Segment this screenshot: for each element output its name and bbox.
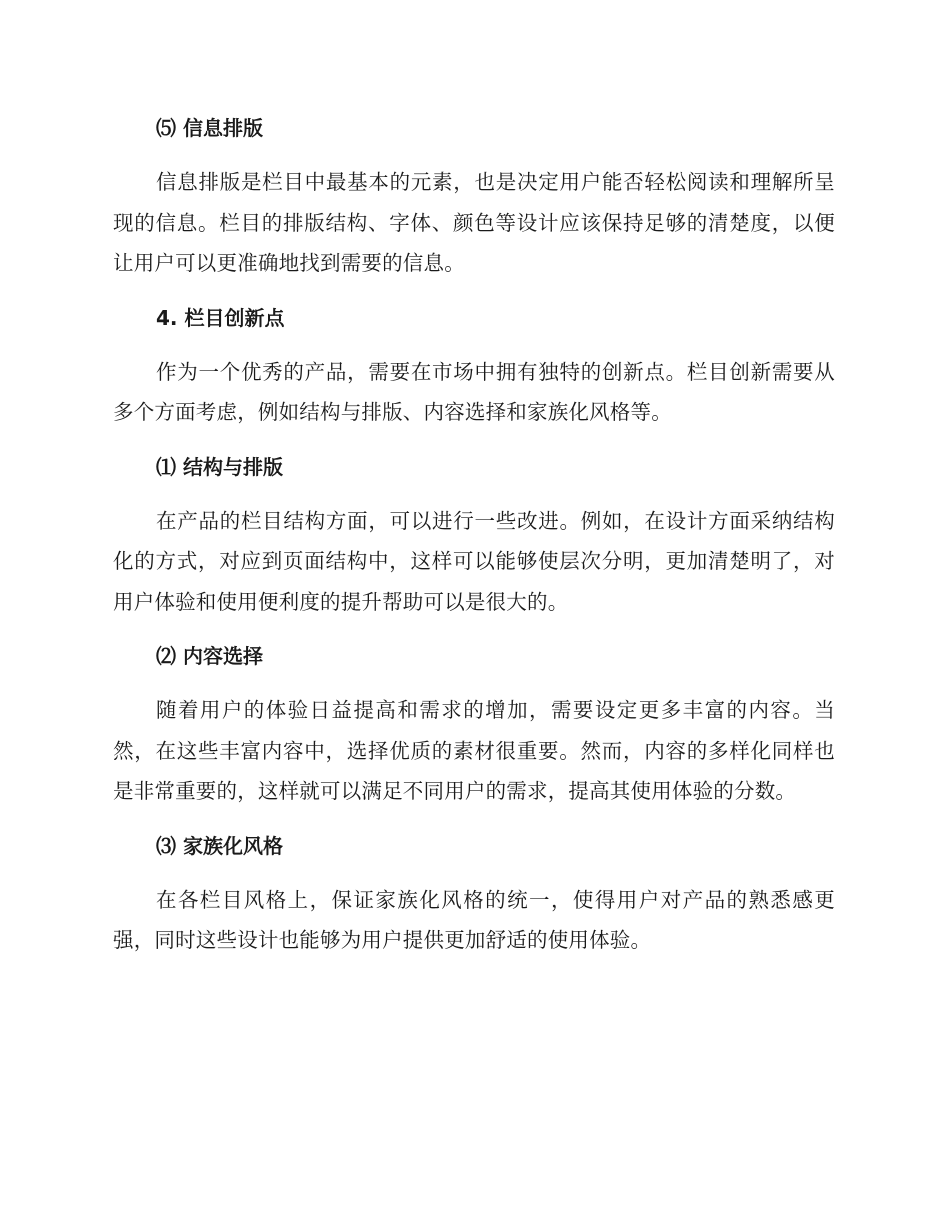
document-body	[113, 108, 835, 961]
section-heading-structure: ⑴ 结构与排版	[156, 454, 283, 479]
paragraph-innovation: 作为一个优秀的产品，需要在市场中拥有独特的创新点。栏目创新需要从多个方面考虑，例如结构与排版、内容选择和家族化风格等。	[113, 359, 835, 424]
paragraph-family-style: 在各栏目风格上，保证家族化风格的统一，使得用户对产品的熟悉感更强，同时这些设计也能够为用户提供更加舒适的使用体验。	[113, 887, 835, 952]
paragraph-content-selection: 随着用户的体验日益提高和需求的增加，需要设定更多丰富的内容。当然，在这些丰富内容中，选择优质的素材很重要。然而，内容的多样化同样也是非常重要的，这样就可以满足不同用户的需求，提高其使用体验的分数。	[113, 698, 835, 803]
section-heading-content-selection: ⑵ 内容选择	[156, 644, 263, 668]
section-heading-info-layout: ⑸ 信息排版	[156, 116, 263, 140]
section-heading-innovation: 4. 栏目创新点	[156, 305, 285, 330]
paragraph-structure: 在产品的栏目结构方面，可以进行一些改进。例如，在设计方面采纳结构化的方式，对应到页面结构中，这样可以能够使层次分明，更加清楚明了，对用户体验和使用便利度的提升帮助可以是很大的。	[113, 508, 835, 614]
paragraph-info-layout: 信息排版是栏目中最基本的元素，也是决定用户能否轻松阅读和理解所呈现的信息。栏目的排版结构、字体、颜色等设计应该保持足够的清楚度，以便让用户可以更准确地找到需要的信息。	[113, 170, 835, 275]
section-heading-family-style: ⑶ 家族化风格	[156, 833, 283, 858]
